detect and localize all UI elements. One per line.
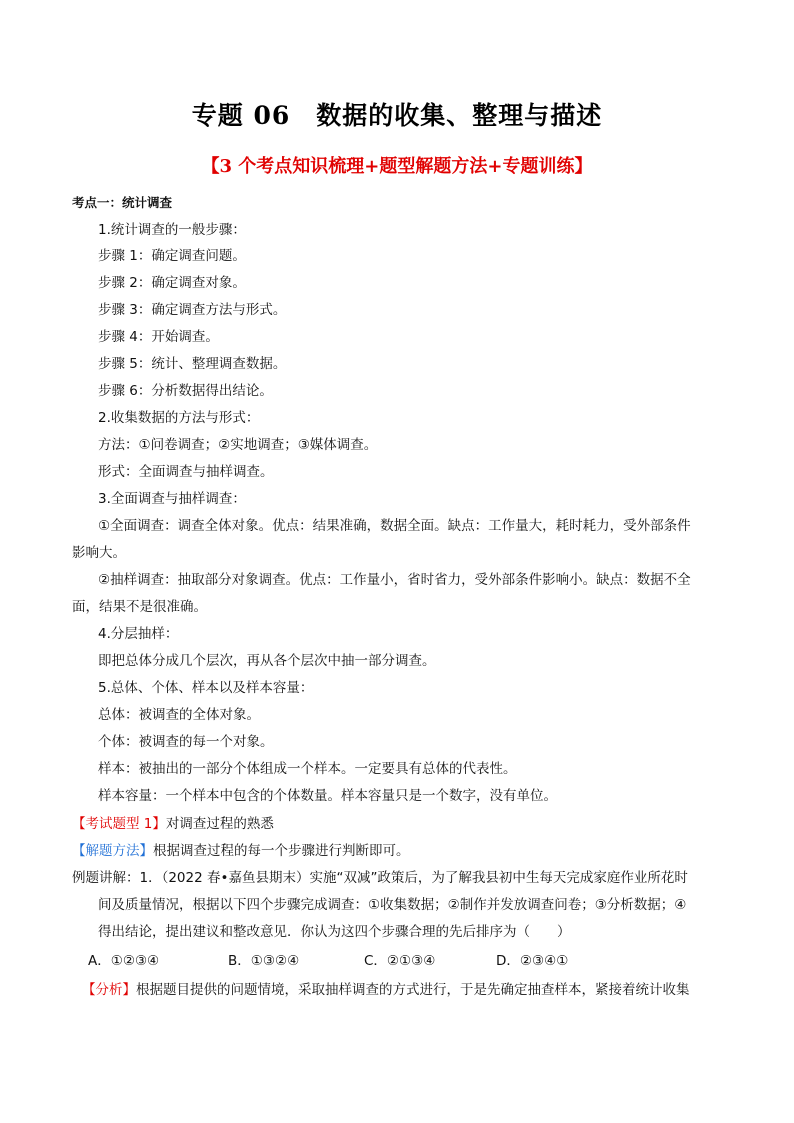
section-title-4: 4.分层抽样： [98, 626, 179, 642]
definition-total: 总体：被调查的全体对象。 [98, 707, 260, 723]
page-subtitle: 【3 个考点知识梳理+题型解题方法+专题训练】 [201, 156, 593, 177]
section-title-1: 1.统计调查的一般步骤： [98, 222, 246, 238]
option-c: C．②①③④ [364, 953, 436, 969]
sample-survey-text-cont: 面，结果不是很准确。 [72, 599, 207, 615]
step-item: 步骤 5：统计、整理调查数据。 [98, 356, 287, 372]
form-text: 形式：全面调查与抽样调查。 [98, 464, 274, 480]
full-survey-text-cont: 影响大。 [72, 545, 126, 561]
question-type-tag: 【考试题型 1】 [72, 816, 166, 832]
option-b: B．①③②④ [228, 953, 300, 969]
section-title-5: 5.总体、个体、样本以及样本容量： [98, 680, 314, 696]
example-line-1: 例题讲解：1．（2022 春•嘉鱼县期末）实施“双减”政策后，为了解我县初中生每天完成家庭作业所花时 [72, 870, 688, 886]
question-type-text: 对调查过程的熟悉 [165, 816, 274, 832]
solution-method-line [72, 841, 410, 861]
stratified-text: 即把总体分成几个层次，再从各个层次中抽一部分调查。 [98, 653, 436, 669]
analysis-line [82, 980, 690, 1000]
full-survey-text: ①全面调查：调查全体对象。优点：结果准确，数据全面。缺点：工作量大，耗时耗力，受外部条件 [98, 518, 691, 534]
option-d: D．②③④① [496, 953, 569, 969]
solution-method-text: 根据调查过程的每一个步骤进行判断即可。 [153, 843, 410, 859]
definition-capacity: 样本容量：一个样本中包含的个体数量。样本容量只是一个数字，没有单位。 [98, 788, 557, 804]
step-item: 步骤 6：分析数据得出结论。 [98, 383, 273, 399]
analysis-text: 根据题目提供的问题情境，采取抽样调查的方式进行，于是先确定抽查样本，紧接着统计收集 [136, 982, 690, 998]
example-line-2: 间及质量情况，根据以下四个步骤完成调查：①收集数据；②制作并发放调查问卷；③分析数据；④ [98, 897, 687, 913]
page-title: 专题 06 数据的收集、整理与描述 [191, 101, 603, 130]
sample-survey-text: ②抽样调查：抽取部分对象调查。优点：工作量小，省时省力，受外部条件影响小。缺点：数据不全 [98, 572, 691, 588]
step-item: 步骤 3：确定调查方法与形式。 [98, 302, 287, 318]
question-type-line [72, 814, 274, 834]
method-text: 方法：①问卷调查；②实地调查；③媒体调查。 [98, 437, 378, 453]
analysis-tag: 【分析】 [82, 982, 136, 998]
example-line-3: 得出结论，提出建议和整改意见．你认为这四个步骤合理的先后排序为（ ） [98, 924, 571, 940]
section-title-2: 2.收集数据的方法与形式： [98, 410, 260, 426]
option-a: A．①②③④ [88, 953, 160, 969]
section-heading: 考点一：统计调查 [72, 195, 173, 210]
step-item: 步骤 2：确定调查对象。 [98, 275, 246, 291]
step-item: 步骤 4：开始调查。 [98, 329, 219, 345]
section-title-3: 3.全面调查与抽样调查： [98, 491, 246, 507]
definition-individual: 个体：被调查的每一个对象。 [98, 734, 274, 750]
solution-method-tag: 【解题方法】 [72, 843, 153, 859]
step-item: 步骤 1：确定调查问题。 [98, 248, 246, 264]
definition-sample: 样本：被抽出的一部分个体组成一个样本。一定要具有总体的代表性。 [98, 761, 517, 777]
